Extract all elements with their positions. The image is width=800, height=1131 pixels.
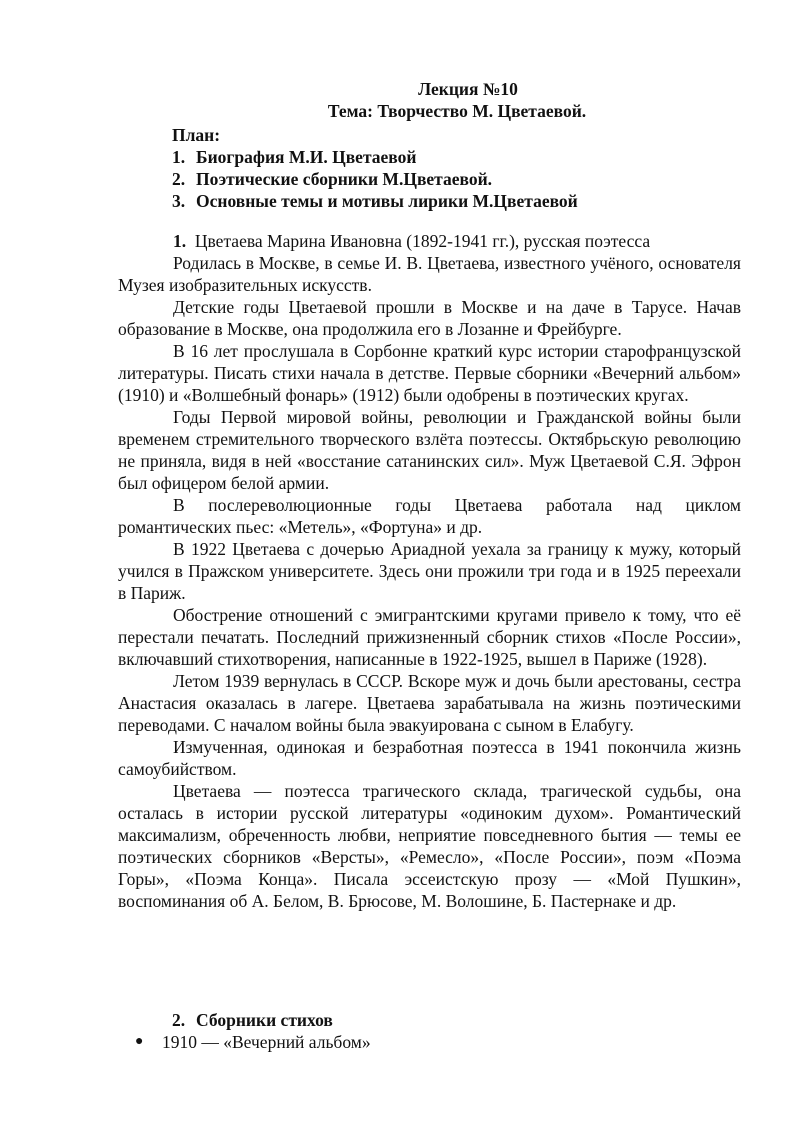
section-2-number: 2. [172,1010,186,1030]
plan-item-text: Поэтические сборники М.Цветаевой. [196,169,493,189]
plan-block [172,124,578,212]
plan-item [172,146,578,168]
plan-item [172,168,578,190]
plan-item-number: 3. [172,191,186,211]
paragraph: Годы Первой мировой войны, революции и Гражданской войны были временем стремительного творческого взлёта поэтессы. Октябрьскую революцию не приняла, видя в ней «восстание сатанинских сил». Муж Цветаевой С.Я. Эфрон был офицером белой армии. [118,407,741,493]
bullet-icon: ● [135,1034,144,1049]
plan-item-text: Основные темы и мотивы лирики М.Цветаевой [196,191,578,211]
paragraph: В 1922 Цветаева с дочерью Ариадной уехала за границу к мужу, который учился в Пражском университете. Здесь они прожили три года и в 1925 переехали в Париж. [118,539,741,603]
paragraph: Измученная, одинокая и безработная поэтесса в 1941 покончила жизнь самоубийством. [118,737,741,779]
paragraph-text: Цветаева Марина Ивановна (1892-1941 гг.), русская поэтесса [194,231,651,251]
plan-item-number: 2. [172,169,186,189]
paragraph: Родилась в Москве, в семье И. В. Цветаева, известного учёного, основателя Музея изобразительных искусств. [118,253,741,295]
plan-heading: План: [172,125,221,145]
paragraph: Детские годы Цветаевой прошли в Москве и на даче в Тарусе. Начав образование в Москве, она продолжила его в Лозанне и Фрейбурге. [118,297,741,339]
paragraph: В 16 лет прослушала в Сорбонне краткий курс истории старофранцузской литературы. Писать стихи начала в детстве. Первые сборники «Вечерний альбом» (1910) и «Волшебный фонарь» (1912) были одобрены в поэтических кругах. [118,341,741,405]
plan-item-text: Биография М.И. Цветаевой [196,147,417,167]
paragraph [118,230,741,252]
lecture-topic: Тема: Творчество М. Цветаевой. [327,101,587,121]
plan-item-number: 1. [172,147,186,167]
paragraph: Обострение отношений с эмигрантскими кругами привело к тому, что её перестали печатать. Последний прижизненный сборник стихов «После России», включавший стихотворения, написанные в 1922-1925, вышел в Париже (1928). [118,605,741,669]
paragraph: Цветаева — поэтесса трагического склада, трагической судьбы, она осталась в истории русской литературы «одиноким духом». Романтический максимализм, обреченность любви, неприятие повседневного бытия — темы ее поэтических сборников «Версты», «Ремесло», «После России», поэм «Поэма Горы», «Поэма Конца». Писала эссеистскую прозу — «Мой Пушкин», воспоминания об А. Белом, В. Брюсове, М. Волошине, Б. Пастернаке и др. [118,781,741,911]
section-2-heading [172,1009,333,1031]
list-item [135,1031,371,1053]
section-1-body [118,230,741,912]
section-2-title: Сборники стихов [196,1010,333,1030]
paragraph: Летом 1939 вернулась в СССР. Вскоре муж и дочь были арестованы, сестра Анастасия оказалась в лагере. Цветаева зарабатывала на жизнь поэтическими переводами. С началом войны была эвакуирована с сыном в Елабугу. [118,671,741,735]
plan-item [172,190,578,212]
paragraph: В послереволюционные годы Цветаева работала над циклом романтических пьес: «Метель», «Фортуна» и др. [118,495,741,537]
lecture-title: Лекция №10 [418,79,518,99]
list-item-text: 1910 — «Вечерний альбом» [162,1032,371,1052]
section-1-number: 1. [173,231,187,251]
